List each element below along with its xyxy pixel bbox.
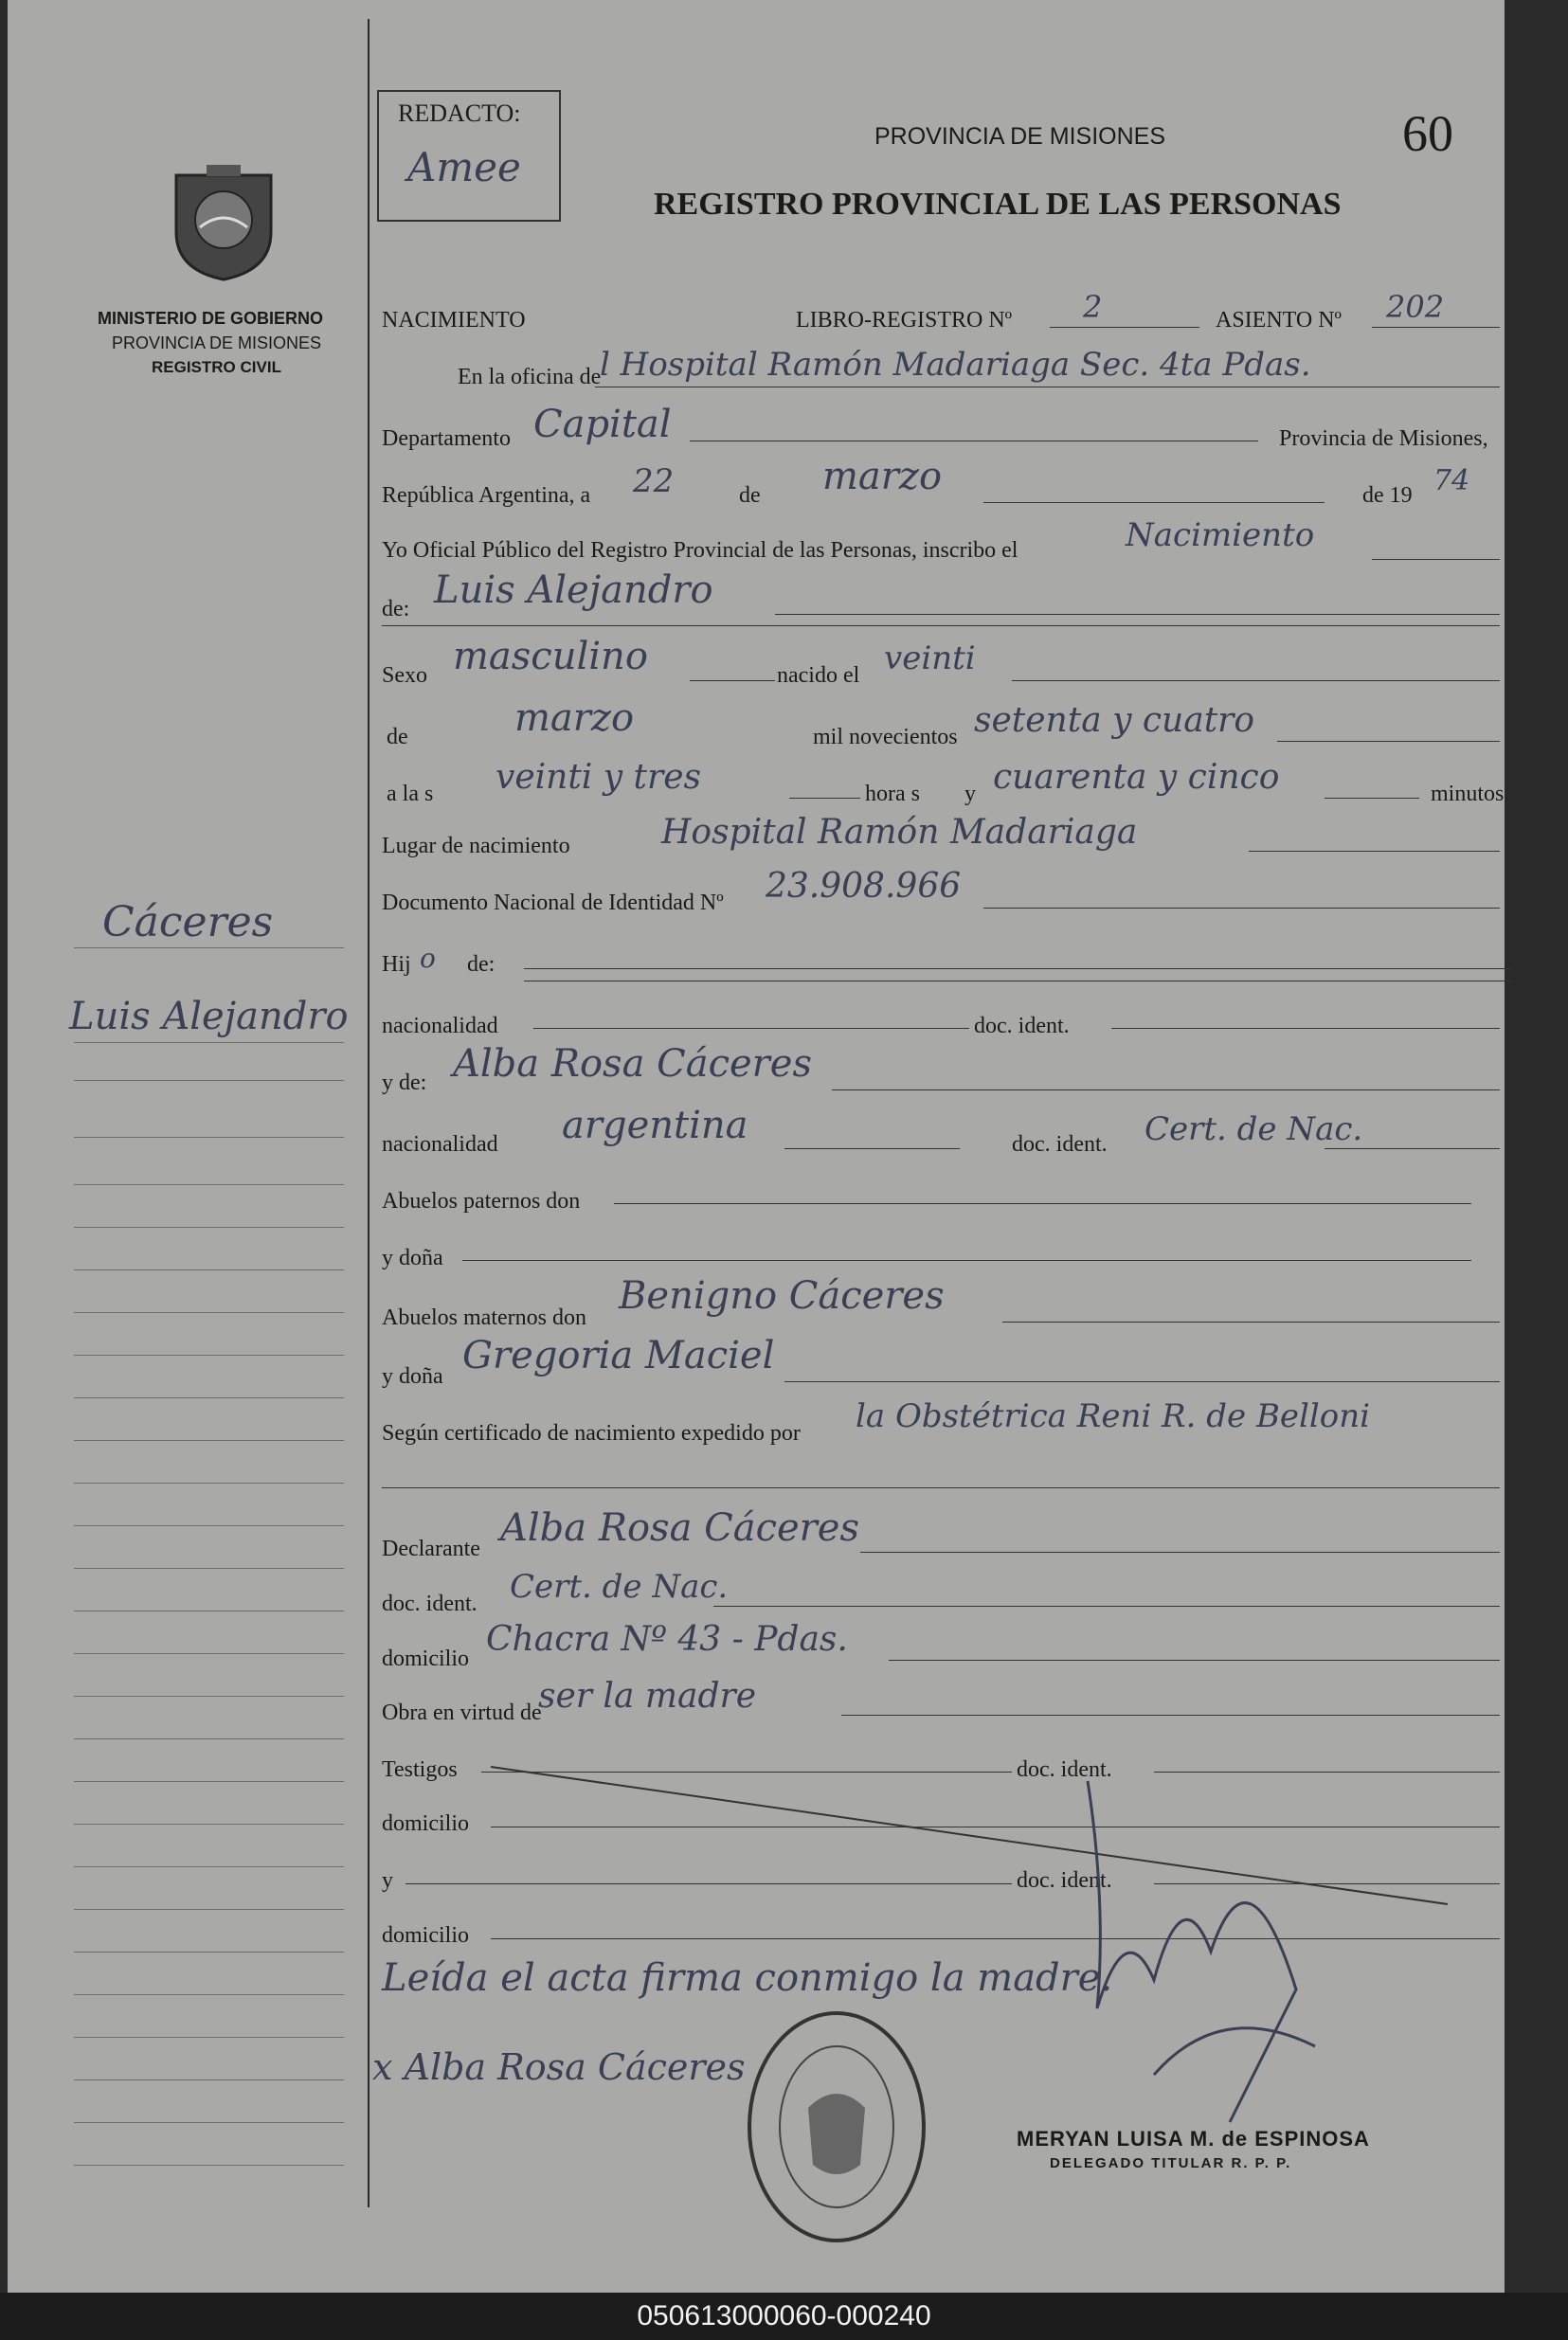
lugar-value: Hospital Ramón Madariaga: [661, 813, 1138, 852]
ydona2-label: y doña: [382, 1364, 443, 1389]
page-number: 60: [1402, 105, 1453, 162]
yde-label: y de:: [382, 1071, 427, 1095]
segun-label: Según certificado de nacimiento expedido por: [382, 1421, 801, 1446]
fill-line: [889, 1660, 1500, 1661]
fill-line: [784, 1148, 960, 1149]
abpat-label: Abuelos paternos don: [382, 1189, 581, 1214]
margin-rule: [74, 1568, 344, 1569]
libro-label: LIBRO-REGISTRO Nº: [796, 308, 1013, 333]
nacido-label: nacido el: [777, 663, 860, 688]
fill-line: [983, 502, 1325, 503]
inscribo-label: Yo Oficial Público del Registro Provincial de las Personas, inscribo el: [382, 538, 1018, 563]
margin-rule: [74, 1397, 344, 1398]
madre-value: Alba Rosa Cáceres: [453, 1042, 812, 1086]
abmat-label: Abuelos maternos don: [382, 1305, 586, 1330]
de-label: de: [739, 483, 761, 508]
nacido-value: veinti: [884, 639, 976, 677]
domicilio2-label: domicilio: [382, 1811, 469, 1836]
ydona1-label: y doña: [382, 1246, 443, 1270]
dni-label: Documento Nacional de Identidad Nº: [382, 891, 724, 915]
margin-rule: [74, 2079, 344, 2080]
y-label: y: [964, 782, 976, 806]
fill-line: [614, 1203, 1471, 1204]
inscribo-value: Nacimiento: [1126, 516, 1315, 554]
margin-rule: [74, 1738, 344, 1739]
oficina-value: l Hospital Ramón Madariaga Sec. 4ta Pdas.: [600, 346, 1311, 384]
fill-line: [524, 968, 1514, 969]
testigos-label: Testigos: [382, 1757, 458, 1782]
margin-given-names: Luis Alejandro: [69, 995, 349, 1038]
domicilio3-label: domicilio: [382, 1923, 469, 1948]
margin-rule: [74, 1909, 344, 1910]
asiento-label: ASIENTO Nº: [1216, 308, 1342, 333]
hijo-label: Hij: [382, 952, 411, 977]
left-header-line1: MINISTERIO DE GOBIERNO: [98, 309, 324, 328]
minutos-label: minutos: [1431, 782, 1505, 806]
domicilio-value: Chacra Nº 43 - Pdas.: [486, 1620, 848, 1659]
domicilio-label: domicilio: [382, 1647, 469, 1671]
declarante-label: Declarante: [382, 1537, 480, 1561]
redacto-label: REDACTO:: [398, 99, 521, 127]
horas-label: hora s: [865, 782, 920, 806]
alas-label: a la s: [387, 782, 434, 806]
left-header-line3: REGISTRO CIVIL: [152, 358, 281, 376]
de2-label: de:: [382, 597, 410, 621]
fill-line: [1277, 741, 1500, 742]
sexo-label: Sexo: [382, 663, 427, 688]
fill-line: [1002, 1322, 1500, 1323]
margin-rule: [74, 1696, 344, 1697]
official-name: MERYAN LUISA M. de ESPINOSA: [1017, 2127, 1370, 2151]
firma-value: x Alba Rosa Cáceres: [372, 2046, 746, 2088]
fill-line: [382, 1487, 1500, 1488]
republica-label: República Argentina, a: [382, 483, 591, 508]
de3-label: de: [387, 725, 408, 749]
official-title: DELEGADO TITULAR R. P. P.: [1050, 2155, 1292, 2171]
fill-line: [1325, 798, 1419, 799]
mil-label: mil novecientos: [813, 725, 958, 749]
docident3-label: doc. ident.: [382, 1592, 478, 1616]
asiento-value: 202: [1386, 289, 1445, 325]
provincia-label: Provincia de Misiones,: [1279, 426, 1488, 451]
dni-value: 23.908.966: [766, 867, 962, 906]
margin-rule: [74, 1866, 344, 1867]
margin-rule: [74, 1440, 344, 1441]
margin-divider: [368, 19, 369, 2207]
margin-rule: [74, 1269, 344, 1270]
oficina-label: En la oficina de: [458, 365, 602, 389]
fill-line: [841, 1715, 1500, 1716]
margin-rule: [74, 1227, 344, 1228]
fill-line: [784, 1381, 1500, 1382]
anio-label: de 19: [1362, 483, 1413, 508]
minutos-value: cuarenta y cinco: [993, 758, 1280, 797]
fill-line: [832, 1089, 1500, 1090]
province-title: PROVINCIA DE MISIONES: [874, 123, 1166, 150]
fill-line: [462, 1260, 1471, 1261]
y2-label: y: [382, 1868, 393, 1893]
registry-title: REGISTRO PROVINCIAL DE LAS PERSONAS: [654, 187, 1342, 222]
provincial-emblem-icon: [167, 161, 280, 284]
margin-rule: [74, 2037, 344, 2038]
fill-line: [1012, 680, 1500, 681]
margin-rule: [74, 1781, 344, 1782]
docident5-label: doc. ident.: [1017, 1868, 1112, 1893]
fill-line: [713, 1606, 1500, 1607]
record-type-label: NACIMIENTO: [382, 308, 526, 333]
docident2-label: doc. ident.: [1012, 1132, 1108, 1157]
abmat-value: Benigno Cáceres: [619, 1274, 945, 1318]
fill-line: [860, 1552, 1500, 1553]
docident4-label: doc. ident.: [1017, 1757, 1112, 1782]
margin-rule: [74, 2165, 344, 2166]
document-page: [8, 0, 1505, 2293]
obra-label: Obra en virtud de: [382, 1701, 542, 1725]
margin-rule: [74, 1080, 344, 1081]
margin-rule: [74, 1355, 344, 1356]
fill-line: [1111, 1028, 1500, 1029]
fill-line: [775, 614, 1500, 615]
segun-value: la Obstétrica Reni R. de Belloni: [856, 1397, 1371, 1435]
margin-rule: [74, 1483, 344, 1484]
redacto-box: [377, 90, 561, 222]
fill-line: [533, 1028, 969, 1029]
nac1-label: nacionalidad: [382, 1014, 498, 1038]
lugar-label: Lugar de nacimiento: [382, 834, 570, 858]
docident3-value: Cert. de Nac.: [510, 1568, 729, 1606]
anio-value: 74: [1433, 464, 1470, 497]
margin-rule: [74, 1952, 344, 1953]
dia-value: 22: [633, 462, 675, 500]
margin-rule: [74, 1525, 344, 1526]
nac2-value: argentina: [562, 1104, 748, 1147]
declarante-value: Alba Rosa Cáceres: [500, 1506, 859, 1550]
margin-rule: [74, 1653, 344, 1654]
margin-rule: [74, 1184, 344, 1185]
mes2-value: marzo: [514, 696, 635, 740]
departamento-label: Departamento: [382, 426, 511, 451]
docident1-label: doc. ident.: [974, 1014, 1070, 1038]
hijo-suffix: o: [420, 943, 436, 974]
sexo-value: masculino: [453, 635, 648, 678]
margin-surname: Cáceres: [102, 898, 274, 946]
horas-value: veinti y tres: [496, 758, 702, 797]
fill-line: [1249, 851, 1500, 852]
fill-line: [382, 625, 1500, 626]
fill-line: [1325, 1148, 1500, 1149]
document-code: 050613000060-000240: [0, 2293, 1568, 2340]
fill-line: [1372, 327, 1500, 328]
fill-line: [789, 798, 860, 799]
docident2-value: Cert. de Nac.: [1144, 1110, 1363, 1148]
mes-value: marzo: [822, 455, 943, 498]
mil-value: setenta y cuatro: [974, 701, 1255, 740]
leida-value: Leída el acta firma conmigo la madre.: [382, 1956, 1113, 2000]
libro-value: 2: [1083, 289, 1103, 325]
margin-rule: [74, 1824, 344, 1825]
margin-rule: [74, 947, 344, 948]
fill-line: [690, 680, 775, 681]
obra-value: ser la madre: [538, 1677, 757, 1716]
ydona2-value: Gregoria Maciel: [462, 1334, 775, 1377]
fill-line: [1372, 559, 1500, 560]
nac2-label: nacionalidad: [382, 1132, 498, 1157]
departamento-value: Capital: [533, 403, 672, 446]
margin-rule: [74, 2122, 344, 2123]
margin-rule: [74, 1137, 344, 1138]
fill-line: [983, 908, 1500, 909]
margin-rule: [74, 1042, 344, 1043]
nombre-value: Luis Alejandro: [434, 568, 713, 612]
redacto-signature: Amee: [407, 144, 521, 190]
official-signature: [1069, 1762, 1353, 2132]
margin-rule: [74, 1994, 344, 1995]
fill-line: [1050, 327, 1199, 328]
hijo-de-label: de:: [467, 952, 496, 977]
left-header-line2: PROVINCIA DE MISIONES: [112, 333, 322, 352]
official-stamp-icon: [742, 2004, 931, 2250]
margin-rule: [74, 1312, 344, 1313]
